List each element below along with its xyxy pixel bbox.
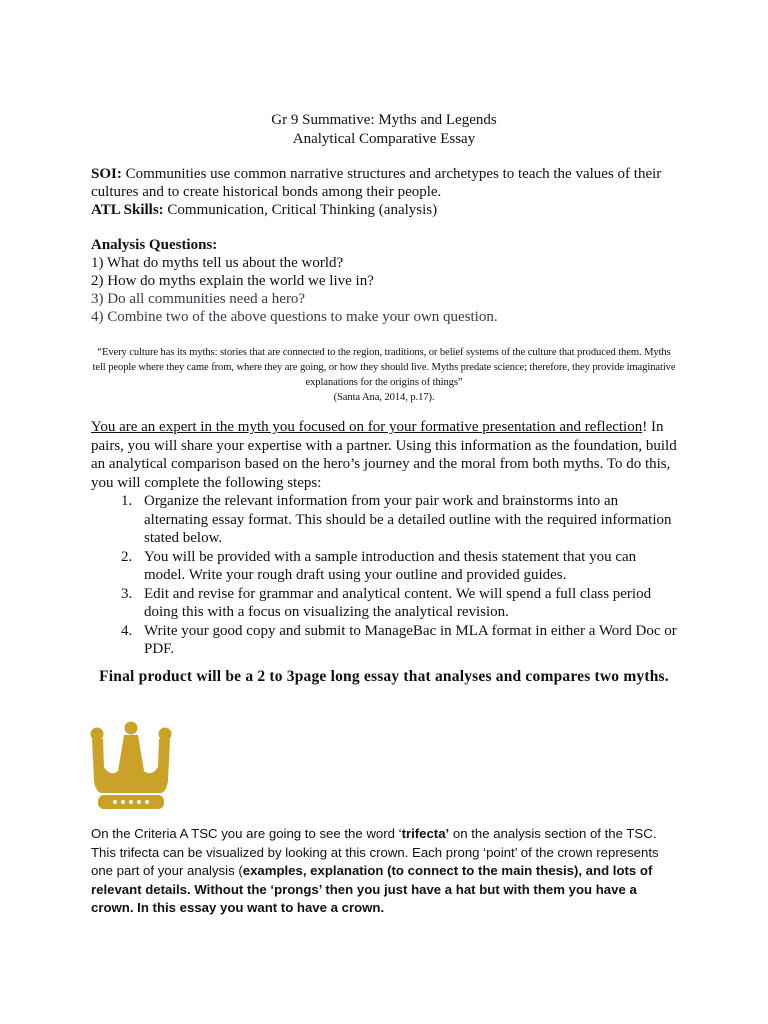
steps-list xyxy=(91,492,681,659)
step-item: 3. Edit and revise for grammar and analytical content. We will spend a full class period doing this with a focus on visualizing the analytical revision. xyxy=(136,585,681,622)
step-item: 2. You will be provided with a sample introduction and thesis statement that you can model. Write your rough draft using your outline and provided guides. xyxy=(136,548,681,585)
title-line-2: Analytical Comparative Essay xyxy=(292,131,476,147)
soi-paragraph xyxy=(91,165,681,201)
analysis-heading: Analysis Questions: xyxy=(91,237,218,253)
step-item: 1. Organize the relevant information from your pair work and brainstorms into an alternating essay format. This should be a detailed outline with the required information stated below. xyxy=(136,492,681,548)
criteria-paragraph xyxy=(91,825,681,918)
criteria-bold-text: examples, explanation (to connect to the main thesis), and lots of relevant details. Without the ‘prongs’ then you just have a hat but with them you have a crown. In this essay you want to have a crown. xyxy=(91,863,653,915)
final-product-statement: Final product will be a 2 to 3page long essay that analyses and compares two myths. xyxy=(99,668,669,685)
atl-paragraph xyxy=(91,201,681,219)
soi-section xyxy=(91,165,681,219)
analysis-question: 4) Combine two of the above questions to make your own question. xyxy=(91,309,498,325)
intro-paragraph xyxy=(91,418,681,492)
soi-label: SOI: xyxy=(91,166,122,182)
crown-icon xyxy=(90,721,172,811)
criteria-text-2: on the analysis section of the TSC. This trifecta can be visualized by looking at this crown. Each prong ‘point’ of the crown represents one part of your analysis ( xyxy=(91,826,659,878)
analysis-questions xyxy=(91,236,681,326)
criteria-text-1: On the Criteria A TSC you are going to see the word ‘ xyxy=(91,826,402,841)
title-line-1: Gr 9 Summative: Myths and Legends xyxy=(271,112,497,128)
atl-label: ATL Skills: xyxy=(91,202,164,218)
soi-text: Communities use common narrative structures and archetypes to teach the values of their cultures and to create historical bonds among their people. xyxy=(91,166,662,200)
analysis-question: 1) What do myths tell us about the world? xyxy=(91,255,344,271)
criteria-trifecta: trifecta’ xyxy=(401,826,450,841)
quote-text: “Every culture has its myths: stories that are connected to the region, traditions, or belief systems of the culture that produced them. Myths tell people where they came from, where they are going, or how they should live. Myths predate science; therefore, they provide imaginative explanations for the origins of things” xyxy=(92,347,676,388)
atl-text: Communication, Critical Thinking (analysis) xyxy=(163,202,438,218)
intro-rest: ! In pairs, you will share your expertise with a partner. Using this information as the foundation, build an analytical comparison based on the hero’s journey and the moral from both myths. To do this, you will complete the following steps: xyxy=(91,419,677,491)
analysis-question: 3) Do all communities need a hero? xyxy=(91,291,306,307)
block-quote xyxy=(91,345,677,405)
analysis-question: 2) How do myths explain the world we live in? xyxy=(91,273,374,289)
intro-underlined: You are an expert in the myth you focused on for your formative presentation and reflection xyxy=(91,419,643,435)
document-title xyxy=(0,111,768,149)
instructions-section xyxy=(91,418,681,659)
quote-citation: (Santa Ana, 2014, p.17). xyxy=(333,392,435,403)
step-item: 4. Write your good copy and submit to ManageBac in MLA format in either a Word Doc or PDF. xyxy=(136,622,681,659)
